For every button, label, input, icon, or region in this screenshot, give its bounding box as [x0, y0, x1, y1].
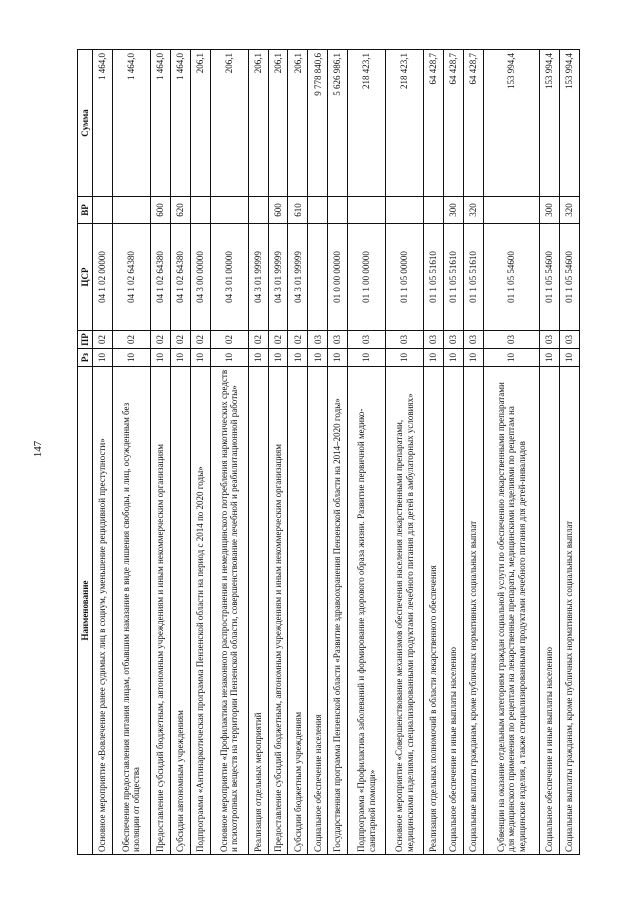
row-pr: 03	[386, 331, 424, 349]
row-rz: 10	[386, 349, 424, 367]
header-pr: ПР	[78, 331, 93, 349]
row-pr: 02	[150, 331, 170, 349]
row-rz: 10	[540, 349, 560, 367]
row-rz: 10	[424, 349, 444, 367]
row-rz: 10	[288, 349, 308, 367]
row-pr: 03	[328, 331, 348, 349]
row-vr: 600	[268, 197, 288, 224]
row-vr	[308, 197, 328, 224]
row-pr: 02	[288, 331, 308, 349]
table-row	[308, 50, 328, 855]
row-csr: 01 1 05 54600	[559, 224, 579, 331]
row-rz: 10	[328, 349, 348, 367]
row-sum: 206,1	[248, 50, 268, 197]
row-name: Реализация отдельных полномочий в области лекарственного обеспечения	[424, 367, 444, 855]
row-vr	[328, 197, 348, 224]
row-sum: 206,1	[190, 50, 210, 197]
row-name: Государственная программа Пензенской области «Развитие здравоохранения Пензенской области на 2014–2020 годы»	[328, 367, 348, 855]
row-pr: 02	[248, 331, 268, 349]
row-vr	[348, 197, 386, 224]
row-csr	[308, 224, 328, 331]
row-csr: 01 1 05 54600	[483, 224, 539, 331]
row-csr: 01 1 05 51610	[424, 224, 444, 331]
row-sum: 206,1	[268, 50, 288, 197]
row-pr: 03	[559, 331, 579, 349]
row-sum: 218 423,1	[348, 50, 386, 197]
row-sum: 5 626 986,1	[328, 50, 348, 197]
row-csr: 01 1 05 00000	[386, 224, 424, 331]
row-name: Социальное обеспечение населения	[308, 367, 328, 855]
row-pr: 02	[268, 331, 288, 349]
row-rz: 10	[444, 349, 464, 367]
page-number: 147	[32, 440, 44, 458]
row-pr: 02	[170, 331, 190, 349]
row-name: Предоставление субсидий бюджетным, автономным учреждениям и иным некоммерческим организациям	[268, 367, 288, 855]
row-sum: 1 464,0	[170, 50, 190, 197]
row-name: Социальные выплаты гражданам, кроме публичных нормативных социальных выплат	[463, 367, 483, 855]
row-name: Основное мероприятие «Профилактика незаконного распространения и немедицинского потребления наркотических средств и психотропных веществ на территории Пензенской области, совершенствование лечебной и реабилитационной работы»	[210, 367, 248, 855]
row-pr: 03	[348, 331, 386, 349]
row-sum: 1 464,0	[150, 50, 170, 197]
table-header-row	[78, 50, 93, 855]
row-rz: 10	[559, 349, 579, 367]
row-sum: 153 994,4	[559, 50, 579, 197]
table-row	[93, 50, 113, 855]
row-csr: 01 1 05 54600	[540, 224, 560, 331]
row-csr: 01 1 05 51610	[463, 224, 483, 331]
row-sum: 218 423,1	[386, 50, 424, 197]
row-name: Субсидии бюджетным учреждениям	[288, 367, 308, 855]
row-pr: 02	[210, 331, 248, 349]
row-name: Реализация отдельных мероприятий	[248, 367, 268, 855]
row-csr: 04 3 01 00000	[210, 224, 248, 331]
row-name: Субвенции на оказание отдельным категориям граждан социальной услуги по обеспечению лекарственными препаратами для медицинского применения по рецептам на лекарственные препараты, медицинскими изделиями по рецептам на медицинские изделия, а также специализированными продуктами лечебного питания для детей-инвалидов	[483, 367, 539, 855]
row-vr	[424, 197, 444, 224]
row-csr: 01 0 00 00000	[328, 224, 348, 331]
row-pr: 02	[112, 331, 150, 349]
row-csr: 04 1 02 64380	[170, 224, 190, 331]
row-csr: 04 3 01 99999	[248, 224, 268, 331]
row-pr: 03	[308, 331, 328, 349]
row-sum: 153 994,4	[540, 50, 560, 197]
table-row	[248, 50, 268, 855]
header-name: Наименование	[78, 367, 93, 855]
table-row	[112, 50, 150, 855]
row-rz: 10	[190, 349, 210, 367]
row-pr: 03	[540, 331, 560, 349]
row-vr: 320	[559, 197, 579, 224]
row-sum: 9 778 840,6	[308, 50, 328, 197]
row-sum: 64 428,7	[424, 50, 444, 197]
row-pr: 03	[463, 331, 483, 349]
row-rz: 10	[210, 349, 248, 367]
row-sum: 206,1	[210, 50, 248, 197]
row-vr	[483, 197, 539, 224]
row-name: Обеспечение предоставления питания лицам, отбывшим наказание в виде лишения свободы, и лиц, осужденным без изоляции от общества	[112, 367, 150, 855]
row-name: Основное мероприятие «Совершенствование механизмов обеспечения населения лекарственными препаратами, медицинскими изделиями, специализированными продуктами лечебного питания для детей в амбулаторных условиях»	[386, 367, 424, 855]
row-csr: 04 1 02 64380	[112, 224, 150, 331]
row-rz: 10	[93, 349, 113, 367]
row-pr: 02	[93, 331, 113, 349]
row-name: Основное мероприятие «Вовлечение ранее судимых лиц в социум, уменьшение рецидивной преступности»	[93, 367, 113, 855]
header-sum: Сумма	[78, 50, 93, 197]
row-name: Социальные выплаты гражданам, кроме публичных нормативных социальных выплат	[559, 367, 579, 855]
row-name: Подпрограмма «Профилактика заболеваний и формирование здорового образа жизни. Развитие первичной медико-санитарной помощи»	[348, 367, 386, 855]
row-name: Субсидии автономным учреждениям	[170, 367, 190, 855]
row-rz: 10	[348, 349, 386, 367]
header-vr: ВР	[78, 197, 93, 224]
table-row	[559, 50, 579, 855]
table-row	[424, 50, 444, 855]
row-rz: 10	[150, 349, 170, 367]
row-vr: 620	[170, 197, 190, 224]
row-csr: 01 1 00 00000	[348, 224, 386, 331]
row-csr: 04 3 00 00000	[190, 224, 210, 331]
row-pr: 03	[424, 331, 444, 349]
table-row	[150, 50, 170, 855]
row-pr: 03	[444, 331, 464, 349]
row-rz: 10	[248, 349, 268, 367]
row-vr: 300	[540, 197, 560, 224]
row-name: Социальное обеспечение и иные выплаты населению	[444, 367, 464, 855]
table-row	[540, 50, 560, 855]
budget-table	[77, 49, 580, 855]
row-sum: 64 428,7	[463, 50, 483, 197]
row-rz: 10	[170, 349, 190, 367]
header-csr: ЦСР	[78, 224, 93, 331]
row-rz: 10	[483, 349, 539, 367]
table-row	[386, 50, 424, 855]
header-rz: Рз	[78, 349, 93, 367]
row-rz: 10	[268, 349, 288, 367]
row-pr: 03	[483, 331, 539, 349]
row-rz: 10	[463, 349, 483, 367]
row-csr: 04 3 01 99999	[268, 224, 288, 331]
row-vr	[190, 197, 210, 224]
row-vr: 300	[444, 197, 464, 224]
row-sum: 1 464,0	[112, 50, 150, 197]
row-vr	[210, 197, 248, 224]
row-rz: 10	[308, 349, 328, 367]
row-rz: 10	[112, 349, 150, 367]
row-name: Социальное обеспечение и иные выплаты населению	[540, 367, 560, 855]
table-row	[444, 50, 464, 855]
table-row	[268, 50, 288, 855]
table-row	[463, 50, 483, 855]
row-pr: 02	[190, 331, 210, 349]
table-row	[348, 50, 386, 855]
row-vr: 320	[463, 197, 483, 224]
table-row	[328, 50, 348, 855]
row-vr	[93, 197, 113, 224]
row-csr: 04 1 02 00000	[93, 224, 113, 331]
row-vr	[112, 197, 150, 224]
row-sum: 1 464,0	[93, 50, 113, 197]
row-name: Предоставление субсидий бюджетным, автономным учреждениям и иным некоммерческим организациям	[150, 367, 170, 855]
row-sum: 153 994,4	[483, 50, 539, 197]
table-row	[210, 50, 248, 855]
row-sum: 64 428,7	[444, 50, 464, 197]
row-csr: 04 3 01 99999	[288, 224, 308, 331]
row-vr: 600	[150, 197, 170, 224]
table-row	[288, 50, 308, 855]
row-vr	[386, 197, 424, 224]
row-sum: 206,1	[288, 50, 308, 197]
row-name: Подпрограмма «Антинаркотическая программа Пензенской области на период с 2014 по 2020 годы»	[190, 367, 210, 855]
row-csr: 04 1 02 64380	[150, 224, 170, 331]
row-vr	[248, 197, 268, 224]
table-row	[170, 50, 190, 855]
table-row	[190, 50, 210, 855]
table-row	[483, 50, 539, 855]
budget-table-rotated-container	[77, 50, 580, 855]
row-vr: 610	[288, 197, 308, 224]
row-csr: 01 1 05 51610	[444, 224, 464, 331]
